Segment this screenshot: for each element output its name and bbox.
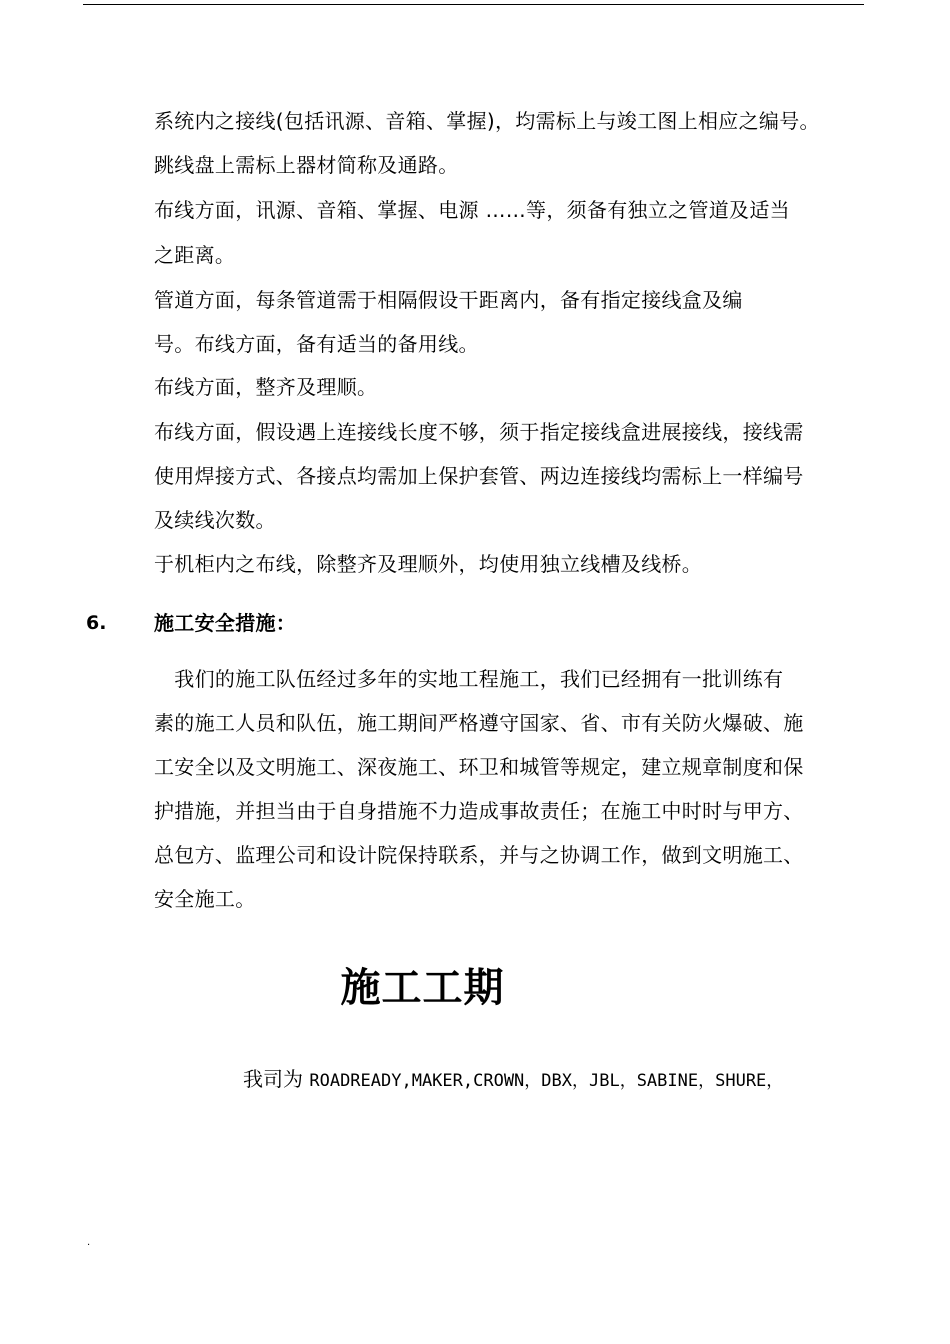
wiring-note-line: 管道方面，每条管道需于相隔假设干距离内，备有指定接线盒及编 xyxy=(154,288,743,312)
wiring-note-line: 之距离。 xyxy=(154,243,236,267)
paragraph-line: 总包方、监理公司和设计院保持联系，并与之协调工作，做到文明施工、 xyxy=(154,843,804,867)
wiring-note-line: 布线方面，讯源、音箱、掌握、电源 ……等，须备有独立之管道及适当 xyxy=(154,198,790,222)
schedule-intro xyxy=(243,1067,783,1093)
paragraph-line: 护措施，并担当由于自身措施不力造成事故责任；在施工中时时与甲方、 xyxy=(154,799,804,823)
section-title: 施工工期 xyxy=(340,965,505,1011)
wiring-note-line: 布线方面，假设遇上连接线长度不够，须于指定接线盒进展接线，接线需 xyxy=(154,420,804,444)
paragraph-line: 我们的施工队伍经过多年的实地工程施工，我们已经拥有一批训练有 xyxy=(154,667,784,691)
paragraph-line: 素的施工人员和队伍，施工期间严格遵守国家、省、市有关防火爆破、施 xyxy=(154,711,804,735)
paragraph-line: 工安全以及文明施工、深夜施工、环卫和城管等规定，建立规章制度和保 xyxy=(154,755,804,779)
section-heading: 施工安全措施： xyxy=(154,611,297,635)
footer-mark: . xyxy=(87,1237,91,1248)
header-rule xyxy=(83,4,864,5)
intro-prefix: 我司为 xyxy=(243,1067,310,1091)
wiring-note-line: 及续线次数。 xyxy=(154,508,276,532)
wiring-note-line: 跳线盘上需标上器材简称及通路。 xyxy=(154,153,459,177)
paragraph-line: 安全施工。 xyxy=(154,887,256,911)
wiring-note-line: 系统内之接线(包括讯源、音箱、掌握)，均需标上与竣工图上相应之编号。 xyxy=(154,109,820,133)
wiring-note-line: 于机柜内之布线，除整齐及理顺外，均使用独立线槽及线桥。 xyxy=(154,552,703,576)
wiring-note-line: 号。布线方面，备有适当的备用线。 xyxy=(154,332,479,356)
intro-brands: ROADREADY,MAKER,CROWN，DBX，JBL，SABINE，SHURE， xyxy=(309,1071,784,1091)
wiring-note-line: 布线方面，整齐及理顺。 xyxy=(154,375,378,399)
section-number: 6. xyxy=(86,612,107,634)
wiring-note-line: 使用焊接方式、各接点均需加上保护套管、两边连接线均需标上一样编号 xyxy=(154,464,804,488)
